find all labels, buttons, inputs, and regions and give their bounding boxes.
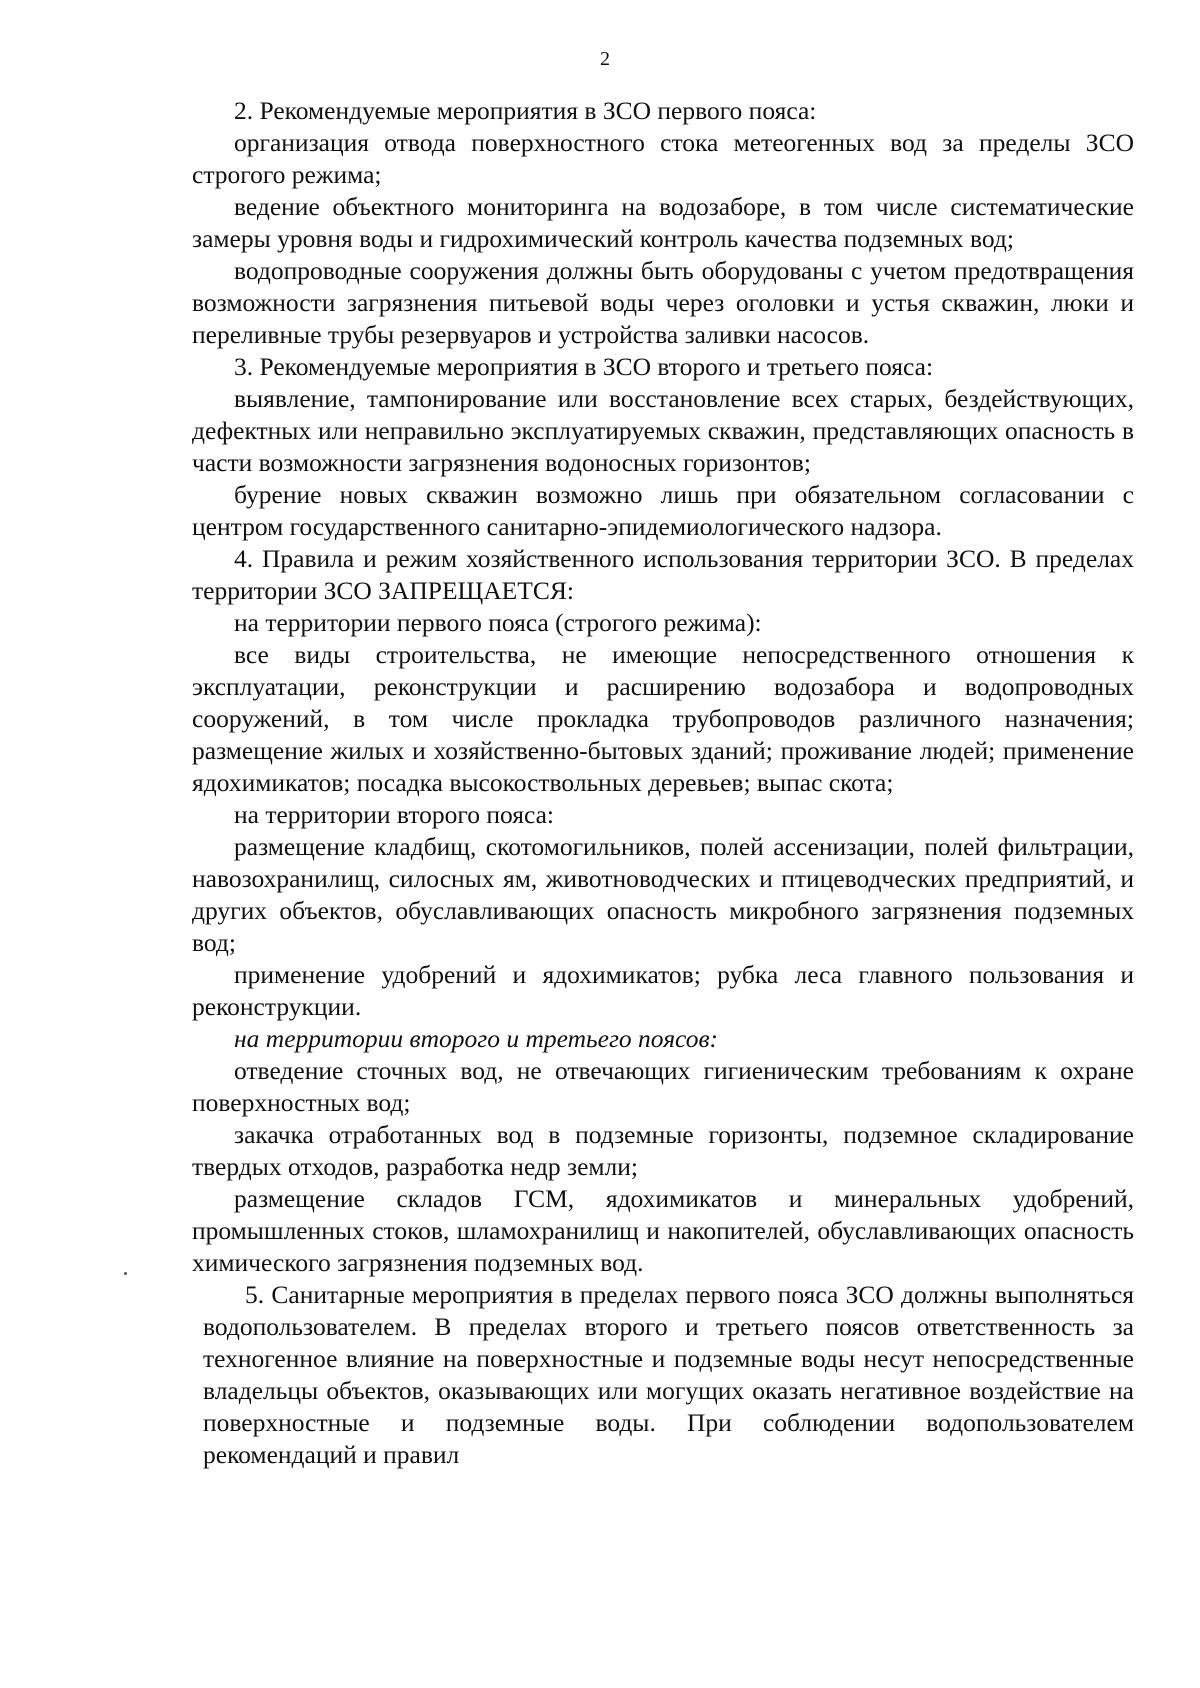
paragraph-monitoring: ведение объектного мониторинга на водозаборе, в том числе систематические замеры уровня воды и гидрохимический контроль качества подземных вод; bbox=[192, 192, 1134, 253]
paragraph-section-5: 5. Санитарные мероприятия в пределах первого пояса ЗСО должны выполняться водопользователем. В пределах второго и третьего поясов ответственность за техногенное влияние на поверхностные и подземные воды несут непосредственные владельцы объектов, оказывающих или могущих оказать негативное воздействие на поверхностные и подземные воды. При соблюдении водопользователем рекомендаций и правил bbox=[203, 1280, 1134, 1469]
paragraph-injection: закачка отработанных вод в подземные горизонты, подземное складирование твердых отходов, разработка недр земли; bbox=[192, 1120, 1134, 1181]
paragraph-second-third-belt-label: на территории второго и третьего поясов: bbox=[234, 1024, 719, 1053]
page-number: 2 bbox=[600, 48, 610, 70]
paragraph-section-2-heading: 2. Рекомендуемые мероприятия в ЗСО первого пояса: bbox=[234, 96, 817, 125]
paragraph-storage: размещение складов ГСМ, ядохимикатов и минеральных удобрений, промышленных стоков, шламохранилищ и накопителей, обуславливающих опасность химического загрязнения подземных вод. bbox=[192, 1184, 1134, 1277]
paragraph-second-belt-objects: размещение кладбищ, скотомогильников, полей ассенизации, полей фильтрации, навозохранилищ, силосных ям, животноводческих и птицеводческих предприятий, и других объектов, обуславливающих опасность микробного загрязнения подземных вод; bbox=[192, 832, 1134, 957]
scan-speck bbox=[124, 1272, 127, 1275]
paragraph-water-facilities: водопроводные сооружения должны быть оборудованы с учетом предотвращения возможности загрязнения питьевой воды через оголовки и устья скважин, люки и переливные трубы резервуаров и устройства заливки насосов. bbox=[192, 256, 1134, 349]
paragraph-old-wells: выявление, тампонирование или восстановление всех старых, бездействующих, дефектных или неправильно эксплуатируемых скважин, представляющих опасность в части возможности загрязнения водоносных горизонтов; bbox=[192, 384, 1134, 477]
paragraph-runoff-drainage: организация отвода поверхностного стока метеогенных вод за пределы ЗСО строгого режима; bbox=[192, 128, 1134, 189]
document-body bbox=[192, 95, 1134, 1471]
paragraph-first-belt-prohibitions: все виды строительства, не имеющие непосредственного отношения к эксплуатации, реконструкции и расширению водозабора и водопроводных сооружений, в том числе прокладка трубопроводов различного назначения; размещение жилых и хозяйственно-бытовых зданий; проживание людей; применение ядохимикатов; посадка высокоствольных деревьев; выпас скота; bbox=[192, 640, 1134, 797]
paragraph-section-3-heading: 3. Рекомендуемые мероприятия в ЗСО второго и третьего пояса: bbox=[234, 352, 934, 381]
paragraph-first-belt-label: на территории первого пояса (строгого режима): bbox=[234, 608, 762, 637]
paragraph-section-4-heading: 4. Правила и режим хозяйственного использования территории ЗСО. В пределах территории ЗСО ЗАПРЕЩАЕТСЯ: bbox=[192, 544, 1134, 605]
paragraph-new-wells: бурение новых скважин возможно лишь при обязательном согласовании с центром государственного санитарно-эпидемиологического надзора. bbox=[192, 480, 1134, 541]
paragraph-second-belt-label: на территории второго пояса: bbox=[234, 800, 555, 829]
paragraph-second-belt-chemicals: применение удобрений и ядохимикатов; рубка леса главного пользования и реконструкции. bbox=[192, 960, 1134, 1021]
paragraph-wastewater: отведение сточных вод, не отвечающих гигиеническим требованиям к охране поверхностных вод; bbox=[192, 1056, 1134, 1117]
